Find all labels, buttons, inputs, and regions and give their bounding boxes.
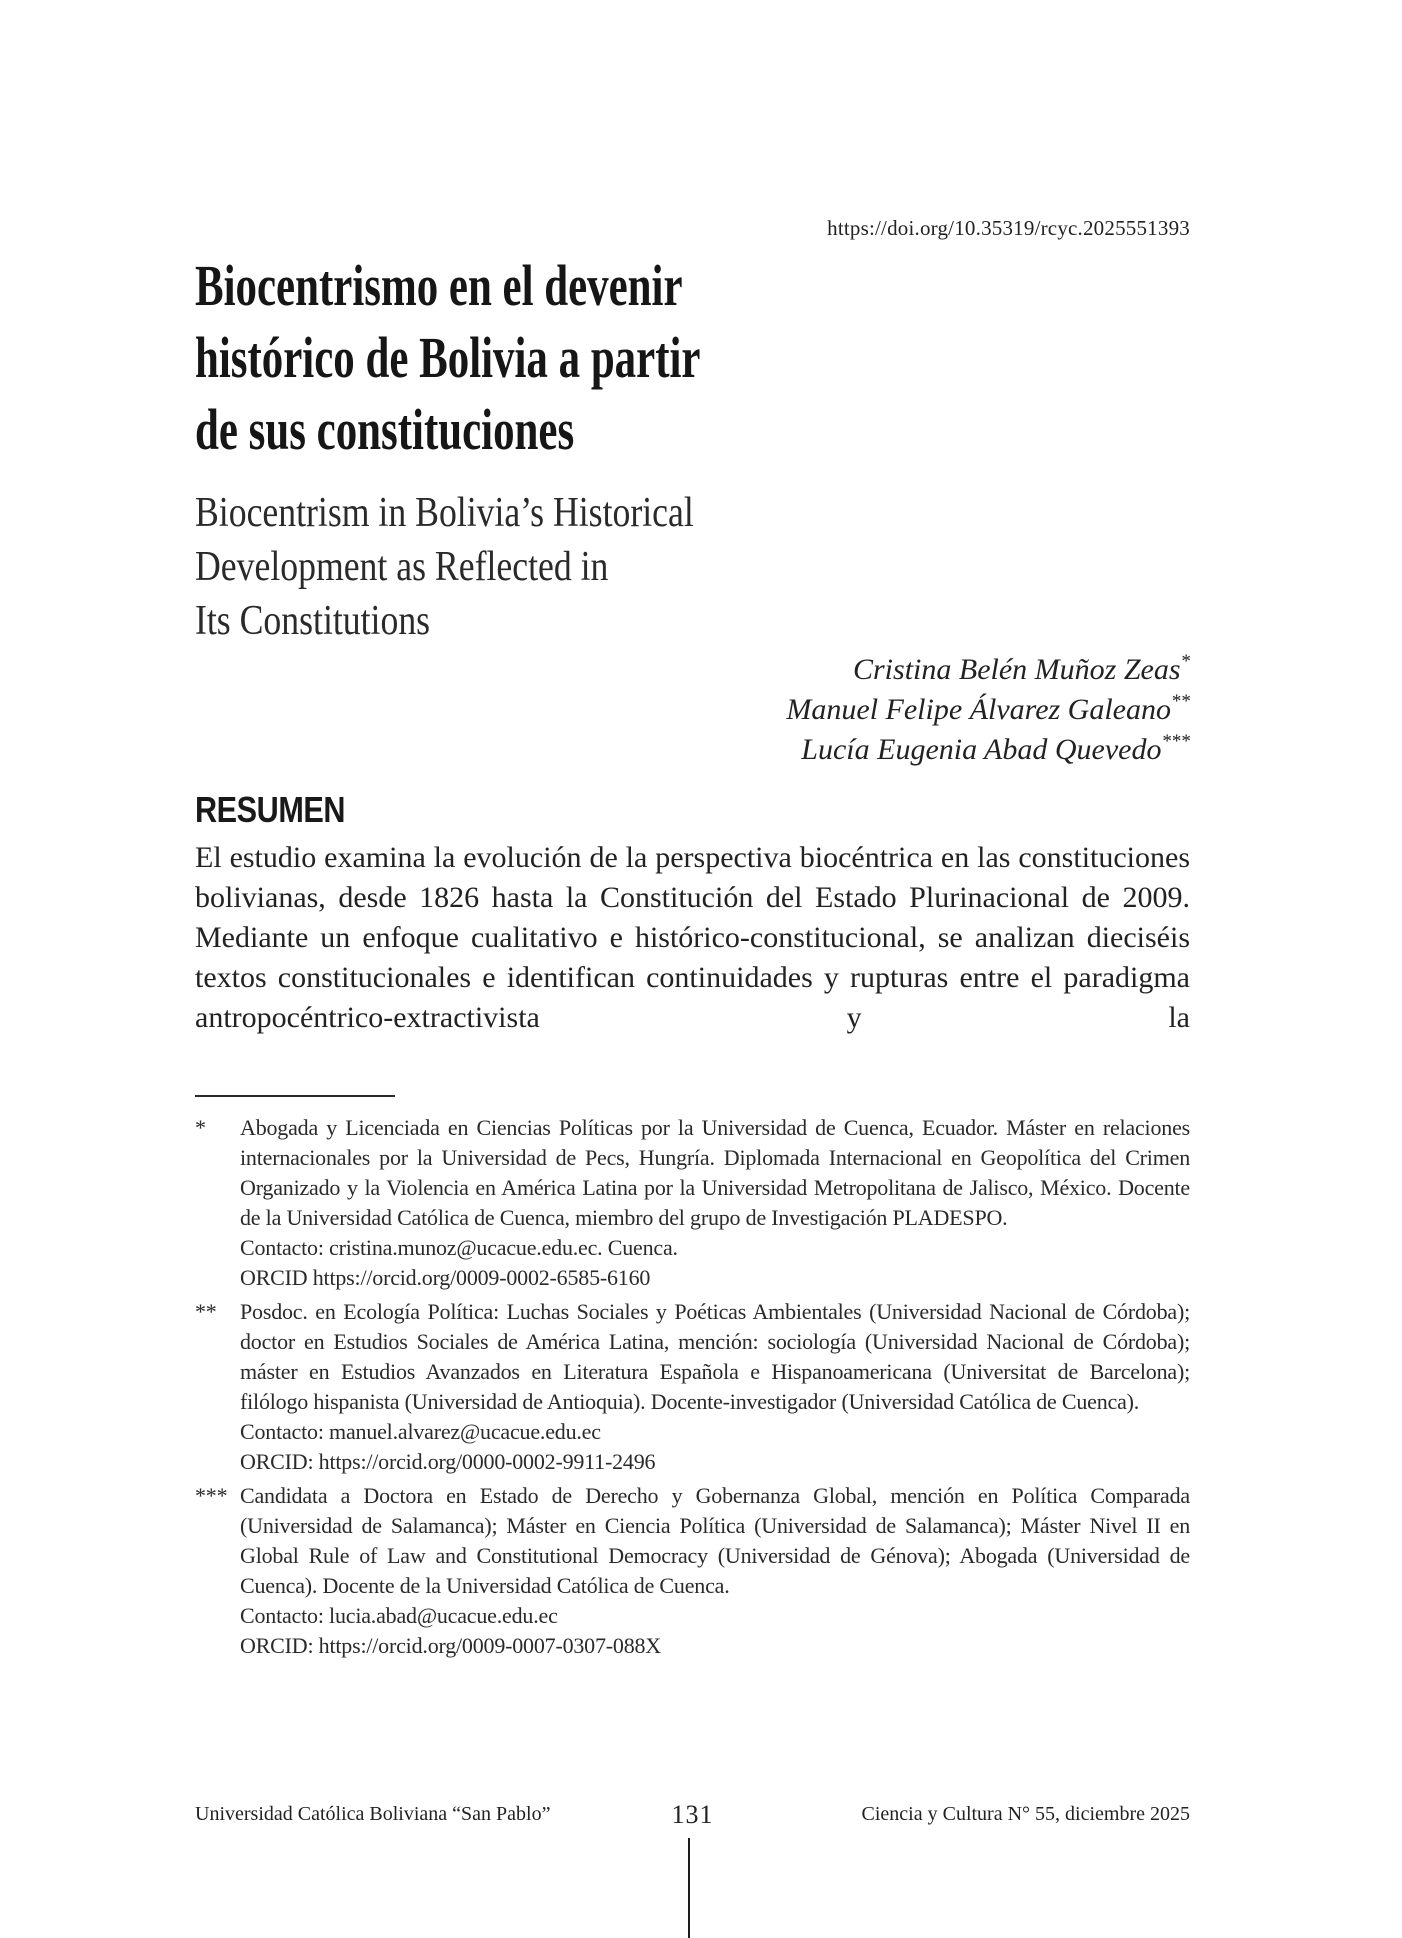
footnote-body: Abogada y Licenciada en Ciencias Políticas por la Universidad de Cuenca, Ecuador. Máster en relaciones internacionales por la Universidad de Pecs, Hungría. Diplomada Internacional en Geopolítica del Crimen Organizado y la Violencia en América Latina por la Universidad Metropolitana de Jalisco, México. Docente de la Universidad Católica de Cuenca, miembro del grupo de Investigación PLADESPO. [240,1115,1190,1230]
footnote-orcid: ORCID https://orcid.org/0009-0002-6585-6160 [240,1265,651,1290]
page-fold-line [688,1838,690,1938]
footnote-marker: * [1180,651,1190,672]
title-spanish [195,250,700,466]
footnote-marker: ** [195,1299,217,1324]
title-spanish-line: de sus constituciones [195,397,575,462]
author-name [195,690,1190,730]
footnote-marker: *** [1161,731,1190,752]
footer-institution: Universidad Católica Boliviana “San Pablo” [195,1803,551,1825]
footnote-marker: * [195,1115,206,1140]
author-name-text: Lucía Eugenia Abad Quevedo [801,733,1162,766]
author-name-text: Cristina Belén Muñoz Zeas [853,653,1181,686]
author-name-text: Manuel Felipe Álvarez Galeano [786,693,1171,726]
page-footer [195,1800,1190,1829]
footer-journal-info: Ciencia y Cultura N° 55, diciembre 2025 [861,1803,1190,1825]
title-english [195,486,694,648]
title-english-line: Development as Reflected in [195,544,609,590]
footnote-text [240,1481,1190,1661]
footnote-text [240,1113,1190,1293]
footnote-orcid: ORCID: https://orcid.org/0009-0007-0307-088X [240,1633,661,1658]
abstract-heading: RESUMEN [195,789,346,830]
footnote-body: Posdoc. en Ecología Política: Luchas Sociales y Poéticas Ambientales (Universidad Nacional de Córdoba); doctor en Estudios Sociales de América Latina, mención: sociología (Universidad Nacional de Córdoba); máster en Estudios Avanzados en Literatura Española e Hispanoamericana (Universitat de Barcelona); filólogo hispanista (Universidad de Antioquia). Docente-investigador (Universidad Católica de Cuenca). [240,1299,1190,1414]
footnote-marker: *** [195,1483,228,1508]
footnote-orcid: ORCID: https://orcid.org/0000-0002-9911-2496 [240,1449,656,1474]
title-english-line: Biocentrism in Bolivia’s Historical [195,490,694,536]
title-english-line: Its Constitutions [195,598,431,644]
footnotes-section [195,1095,1190,1665]
footnote-separator-rule [195,1095,395,1097]
footnote-body: Candidata a Doctora en Estado de Derecho y Gobernanza Global, mención en Política Comparada (Universidad de Salamanca); Máster en Ciencia Política (Universidad de Salamanca); Máster Nivel II en Global Rule of Law and Constitutional Democracy (Universidad de Génova); Abogada (Universidad de Cuenca). Docente de la Universidad Católica de Cuenca. [240,1483,1190,1598]
doi-link: https://doi.org/10.35319/rcyc.2025551393 [827,216,1190,240]
footnote [195,1113,1190,1293]
title-spanish-line: histórico de Bolivia a partir [195,325,701,390]
footnote [195,1481,1190,1661]
abstract-text: El estudio examina la evolución de la perspectiva biocéntrica en las constituciones bolivianas, desde 1826 hasta la Constitución del Estado Plurinacional de 2009. Mediante un enfoque cualitativo e histórico-constitucional, se analizan dieciséis textos constitucionales e identifican continuidades y rupturas entre el paradigma antropocéntrico-extractivista y la [195,841,1190,1034]
author-list [195,650,1190,770]
author-name [195,650,1190,690]
footnote-text [240,1297,1190,1477]
footnote-contact: Contacto: cristina.munoz@ucacue.edu.ec. Cuenca. [240,1235,678,1260]
footnote [195,1297,1190,1477]
footnote-marker: ** [1171,691,1190,712]
page-number: 131 [671,1800,714,1829]
author-name [195,730,1190,770]
footnote-contact: Contacto: lucia.abad@ucacue.edu.ec [240,1603,558,1628]
title-spanish-line: Biocentrismo en el devenir [195,253,683,318]
footnote-contact: Contacto: manuel.alvarez@ucacue.edu.ec [240,1419,601,1444]
